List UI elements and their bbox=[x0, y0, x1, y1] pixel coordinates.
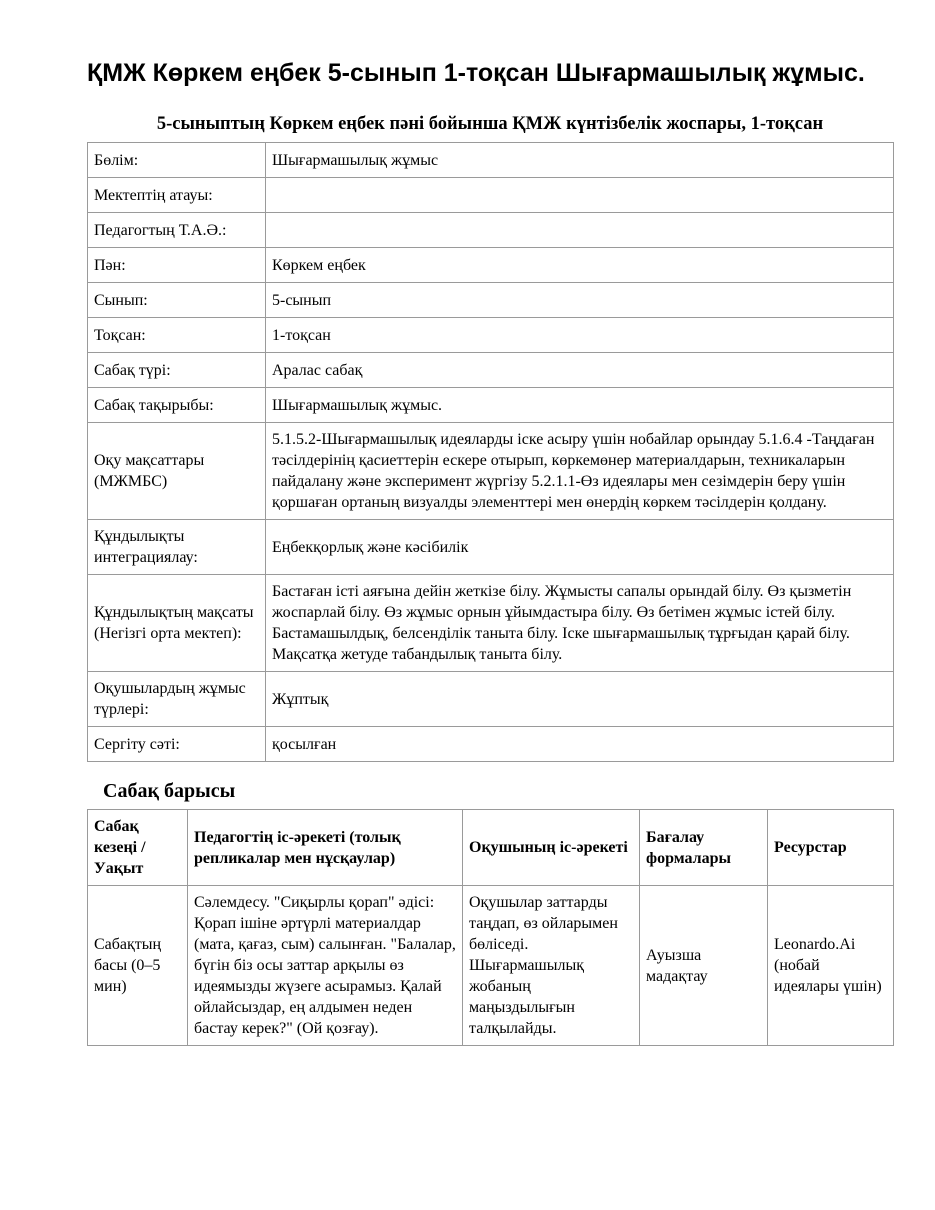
table-row bbox=[88, 672, 894, 727]
table-row bbox=[88, 353, 894, 388]
table-row bbox=[88, 283, 894, 318]
table-header-row bbox=[88, 810, 894, 886]
table-row bbox=[88, 388, 894, 423]
info-value: Жұптық bbox=[266, 672, 894, 727]
info-value: Аралас сабақ bbox=[266, 353, 894, 388]
table-row bbox=[88, 248, 894, 283]
info-value: Көркем еңбек bbox=[266, 248, 894, 283]
resources-cell: Leonardo.Ai (нобай идеялары үшін) bbox=[768, 886, 894, 1046]
info-label: Мектептің атауы: bbox=[88, 178, 266, 213]
info-value bbox=[266, 213, 894, 248]
table-row bbox=[88, 575, 894, 672]
table-row bbox=[88, 213, 894, 248]
assessment-cell: Ауызша мадақтау bbox=[640, 886, 768, 1046]
info-label: Құндылықты интеграциялау: bbox=[88, 520, 266, 575]
lesson-stage-cell: Сабақтың басы (0–5 мин) bbox=[88, 886, 188, 1046]
document-title: ҚМЖ Көркем еңбек 5-сынып 1-тоқсан Шығармашылық жұмыс. bbox=[87, 59, 865, 87]
column-header: Оқушының іс-әрекеті bbox=[463, 810, 640, 886]
info-label: Пән: bbox=[88, 248, 266, 283]
column-header: Ресурстар bbox=[768, 810, 894, 886]
info-value: Шығармашылық жұмыс. bbox=[266, 388, 894, 423]
info-value: Бастаған істі аяғына дейін жеткізе білу. Жұмысты сапалы орындай білу. Өз қызметін жоспарлай білу. Өз жұмыс орнын ұйымдастыра білу. Өз бетімен жұмыс істей білу. Бастамашылдық, белсенділік таныта білу. Іске шығармашылық тұрғыдан қарай білу. Мақсатқа жетуде табандылық таныта білу. bbox=[266, 575, 894, 672]
column-header: Бағалау формалары bbox=[640, 810, 768, 886]
document-page bbox=[87, 58, 893, 1046]
teacher-activity-cell: Сәлемдесу. "Сиқырлы қорап" әдісі: Қорап ішіне әртүрлі материалдар (мата, қағаз, сым) салынған. "Балалар, бүгін біз осы заттар арқылы өз идеямызды жүзеге асырамыз. Қалай ойлайсыздар, ең алдымен неден бастау керек?" (Ой қозғау). bbox=[188, 886, 463, 1046]
column-header: Педагогтің іс-әрекеті (толық репликалар мен нұсқаулар) bbox=[188, 810, 463, 886]
info-label: Сабақ түрі: bbox=[88, 353, 266, 388]
info-label: Сынып: bbox=[88, 283, 266, 318]
table-row bbox=[88, 520, 894, 575]
info-label: Тоқсан: bbox=[88, 318, 266, 353]
info-label: Құндылықтың мақсаты (Негізгі орта мектеп): bbox=[88, 575, 266, 672]
student-activity-cell: Оқушылар заттарды таңдап, өз ойларымен бөліседі. Шығармашылық жобаның маңыздылығын талқылайды. bbox=[463, 886, 640, 1046]
info-value: 1-тоқсан bbox=[266, 318, 894, 353]
lesson-section-title: Сабақ барысы bbox=[103, 780, 236, 802]
info-label: Оқушылардың жұмыс түрлері: bbox=[88, 672, 266, 727]
table-row bbox=[88, 143, 894, 178]
info-label: Оқу мақсаттары (МЖМБС) bbox=[88, 423, 266, 520]
info-label: Педагогтың Т.А.Ә.: bbox=[88, 213, 266, 248]
table-row bbox=[88, 318, 894, 353]
table-caption: 5-сыныптың Көркем еңбек пәні бойынша ҚМЖ күнтізбелік жоспары, 1-тоқсан bbox=[156, 114, 824, 134]
table-row bbox=[88, 423, 894, 520]
info-label: Сергіту сәті: bbox=[88, 727, 266, 762]
info-value bbox=[266, 178, 894, 213]
table-row bbox=[88, 727, 894, 762]
table-row bbox=[88, 886, 894, 1046]
info-label: Бөлім: bbox=[88, 143, 266, 178]
info-value: Шығармашылық жұмыс bbox=[266, 143, 894, 178]
info-value: 5-сынып bbox=[266, 283, 894, 318]
info-value: 5.1.5.2-Шығармашылық идеяларды іске асыру үшін нобайлар орындау 5.1.6.4 -Таңдаған тәсілдерінің қасиеттерін ескере отырып, көркемөнер материалдарын, техникаларын пайдалану және эксперимент жүргізу 5.2.1.1-Өз идеялары мен сезімдерін беру үшін қоршаған ортаның визуалды элементтері мен өнердің көркем тәсілдерін қолдану. bbox=[266, 423, 894, 520]
lesson-flow-table bbox=[87, 809, 894, 1046]
column-header: Сабақ кезеңі / Уақыт bbox=[88, 810, 188, 886]
info-value: Еңбекқорлық және кәсібилік bbox=[266, 520, 894, 575]
info-value: қосылған bbox=[266, 727, 894, 762]
lesson-info-table bbox=[87, 142, 894, 762]
table-row bbox=[88, 178, 894, 213]
info-label: Сабақ тақырыбы: bbox=[88, 388, 266, 423]
